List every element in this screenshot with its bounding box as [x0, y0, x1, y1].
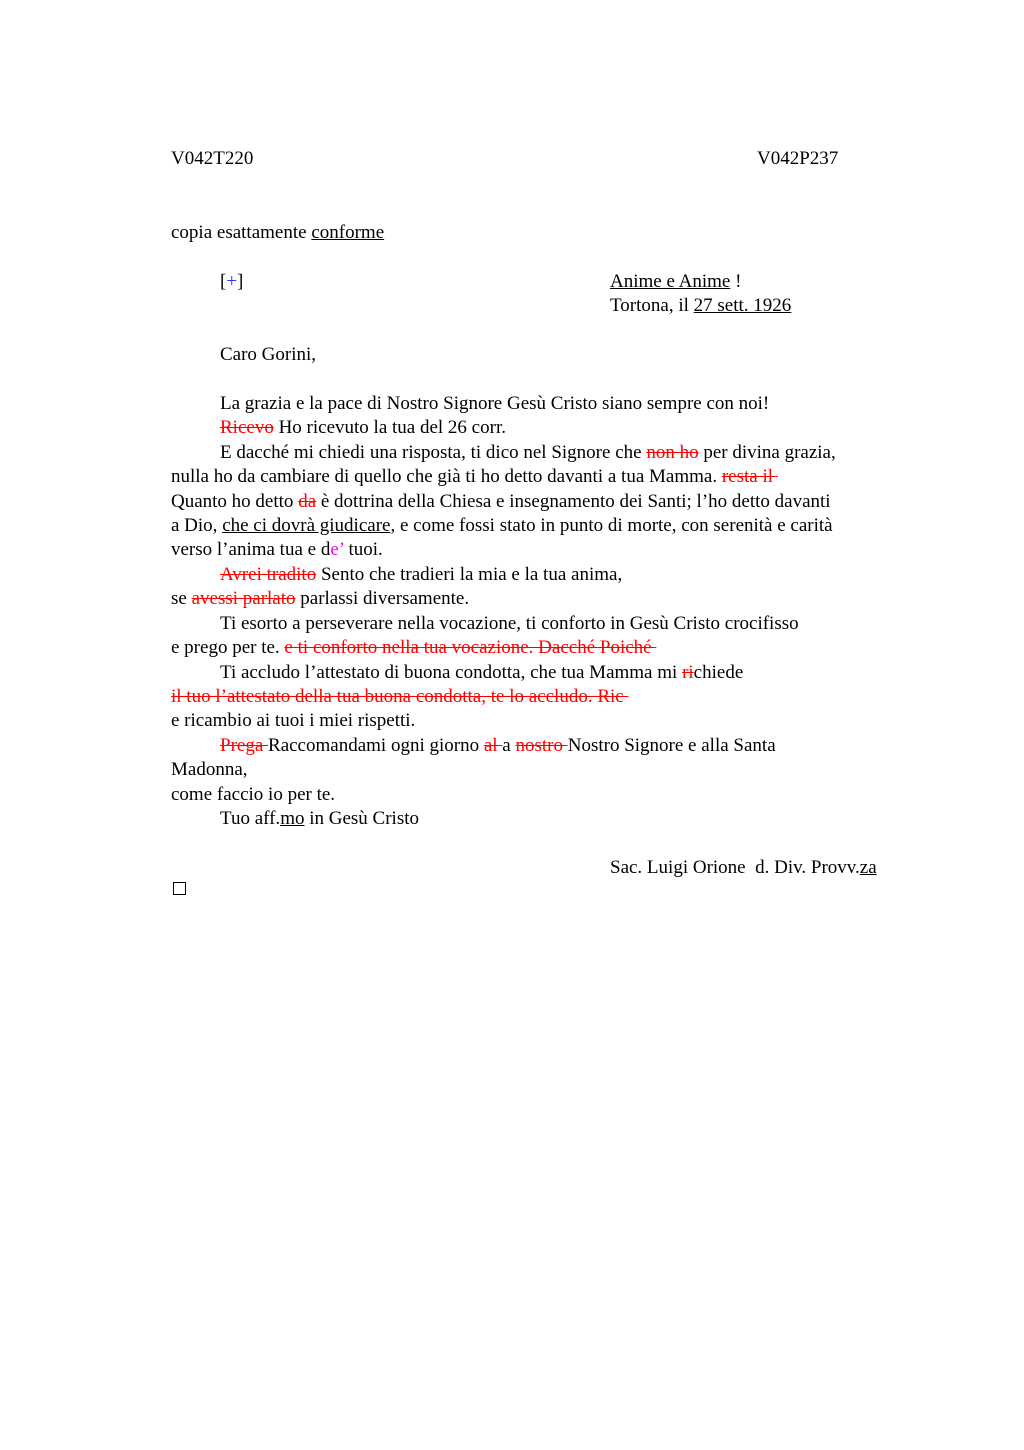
body-line — [171, 587, 469, 611]
body-text: per divina grazia, — [698, 442, 836, 463]
body-line — [171, 685, 628, 709]
body-line — [171, 636, 656, 660]
deleted-text: nostro — [515, 735, 568, 756]
underlined-text: che ci dovrà giudicare — [222, 515, 391, 536]
body-line — [171, 465, 778, 489]
body-line: e ricambio ai tuoi i miei rispetti. — [171, 710, 416, 731]
body-text: e prego per te. — [171, 637, 285, 658]
body-line — [220, 441, 836, 465]
body-text: Ho ricevuto la tua del 26 corr. — [273, 417, 506, 438]
body-text: parlassi diversamente. — [295, 588, 470, 609]
deleted-text: avessi parlato — [191, 588, 296, 609]
body-line — [171, 490, 831, 514]
body-text: tuoi. — [343, 539, 383, 560]
body-line — [220, 734, 776, 758]
right-archive-code: V042P237 — [757, 148, 839, 169]
deleted-text: non ho — [646, 442, 699, 463]
date: 27 sett. 1926 — [693, 295, 792, 316]
body-text: , e come fossi stato in punto di morte, con serenità e carità — [390, 515, 833, 536]
deleted-text: Prega — [220, 735, 269, 756]
checkbox-square-icon — [173, 882, 186, 895]
body-line — [220, 563, 622, 587]
body-line — [171, 538, 383, 562]
motto-suffix: ! — [730, 271, 742, 292]
body-text: a Dio, — [171, 515, 223, 536]
copy-note-prefix: copia esattamente — [171, 222, 312, 243]
underlined-text: mo — [280, 808, 305, 829]
deleted-text: il tuo l’attestato della tua buona condotta, te lo accludo. Ric — [171, 686, 629, 707]
signature-underlined: za — [859, 857, 877, 878]
cross-close: ] — [237, 271, 244, 292]
motto-text: Anime e Anime — [610, 271, 731, 292]
body-line — [220, 661, 743, 685]
salutation: Caro Gorini, — [220, 344, 317, 365]
body-text: a — [502, 735, 516, 756]
copy-note — [171, 221, 384, 245]
deleted-text: Avrei tradito — [220, 564, 317, 585]
motto — [610, 270, 741, 294]
body-text: chiede — [693, 662, 744, 683]
body-line: come faccio io per te. — [171, 784, 336, 805]
place-prefix: Tortona, il — [610, 295, 694, 316]
body-line: La grazia e la pace di Nostro Signore Gesù Cristo siano sempre con noi! — [220, 393, 770, 414]
body-text: E dacché mi chiedi una risposta, ti dico nel Signore che — [220, 442, 647, 463]
body-text: è dottrina della Chiesa e insegnamento dei Santi; l’ho detto davanti — [316, 491, 831, 512]
body-line — [220, 416, 506, 440]
cross-open: [ — [220, 271, 227, 292]
body-text: Tuo aff. — [220, 808, 281, 829]
body-line: Madonna, — [171, 759, 248, 780]
body-text: nulla ho da cambiare di quello che già ti ho detto davanti a tua Mamma. — [171, 466, 722, 487]
body-text: Raccomandami ogni giorno — [268, 735, 484, 756]
deleted-text: resta il — [721, 466, 778, 487]
deleted-text: e ti conforto nella tua vocazione. Dacché Poiché — [284, 637, 657, 658]
deleted-text: da — [298, 491, 317, 512]
inserted-text: e’ — [330, 539, 344, 560]
body-text: Nostro Signore e alla Santa — [567, 735, 776, 756]
deleted-text: al — [483, 735, 503, 756]
deleted-text: ri — [682, 662, 694, 683]
left-archive-code: V042T220 — [171, 148, 254, 169]
closing-line — [220, 807, 419, 831]
body-text: verso l’anima tua e d — [171, 539, 331, 560]
body-text: se — [171, 588, 192, 609]
signature-text: Sac. Luigi Orione d. Div. Provv. — [610, 857, 860, 878]
copy-note-underlined: conforme — [311, 222, 385, 243]
signature — [610, 856, 877, 880]
cross-mark — [220, 270, 243, 294]
body-text: Sento che tradieri la mia e la tua anima, — [316, 564, 623, 585]
place-date — [610, 294, 791, 318]
body-line: Ti esorto a perseverare nella vocazione, ti conforto in Gesù Cristo crocifisso — [220, 613, 799, 634]
deleted-text: Ricevo — [220, 417, 274, 438]
body-text: in Gesù Cristo — [304, 808, 419, 829]
body-line — [171, 514, 833, 538]
body-text: Ti accludo l’attestato di buona condotta, che tua Mamma mi — [220, 662, 683, 683]
cross-plus: + — [226, 271, 238, 292]
body-text: Quanto ho detto — [171, 491, 299, 512]
